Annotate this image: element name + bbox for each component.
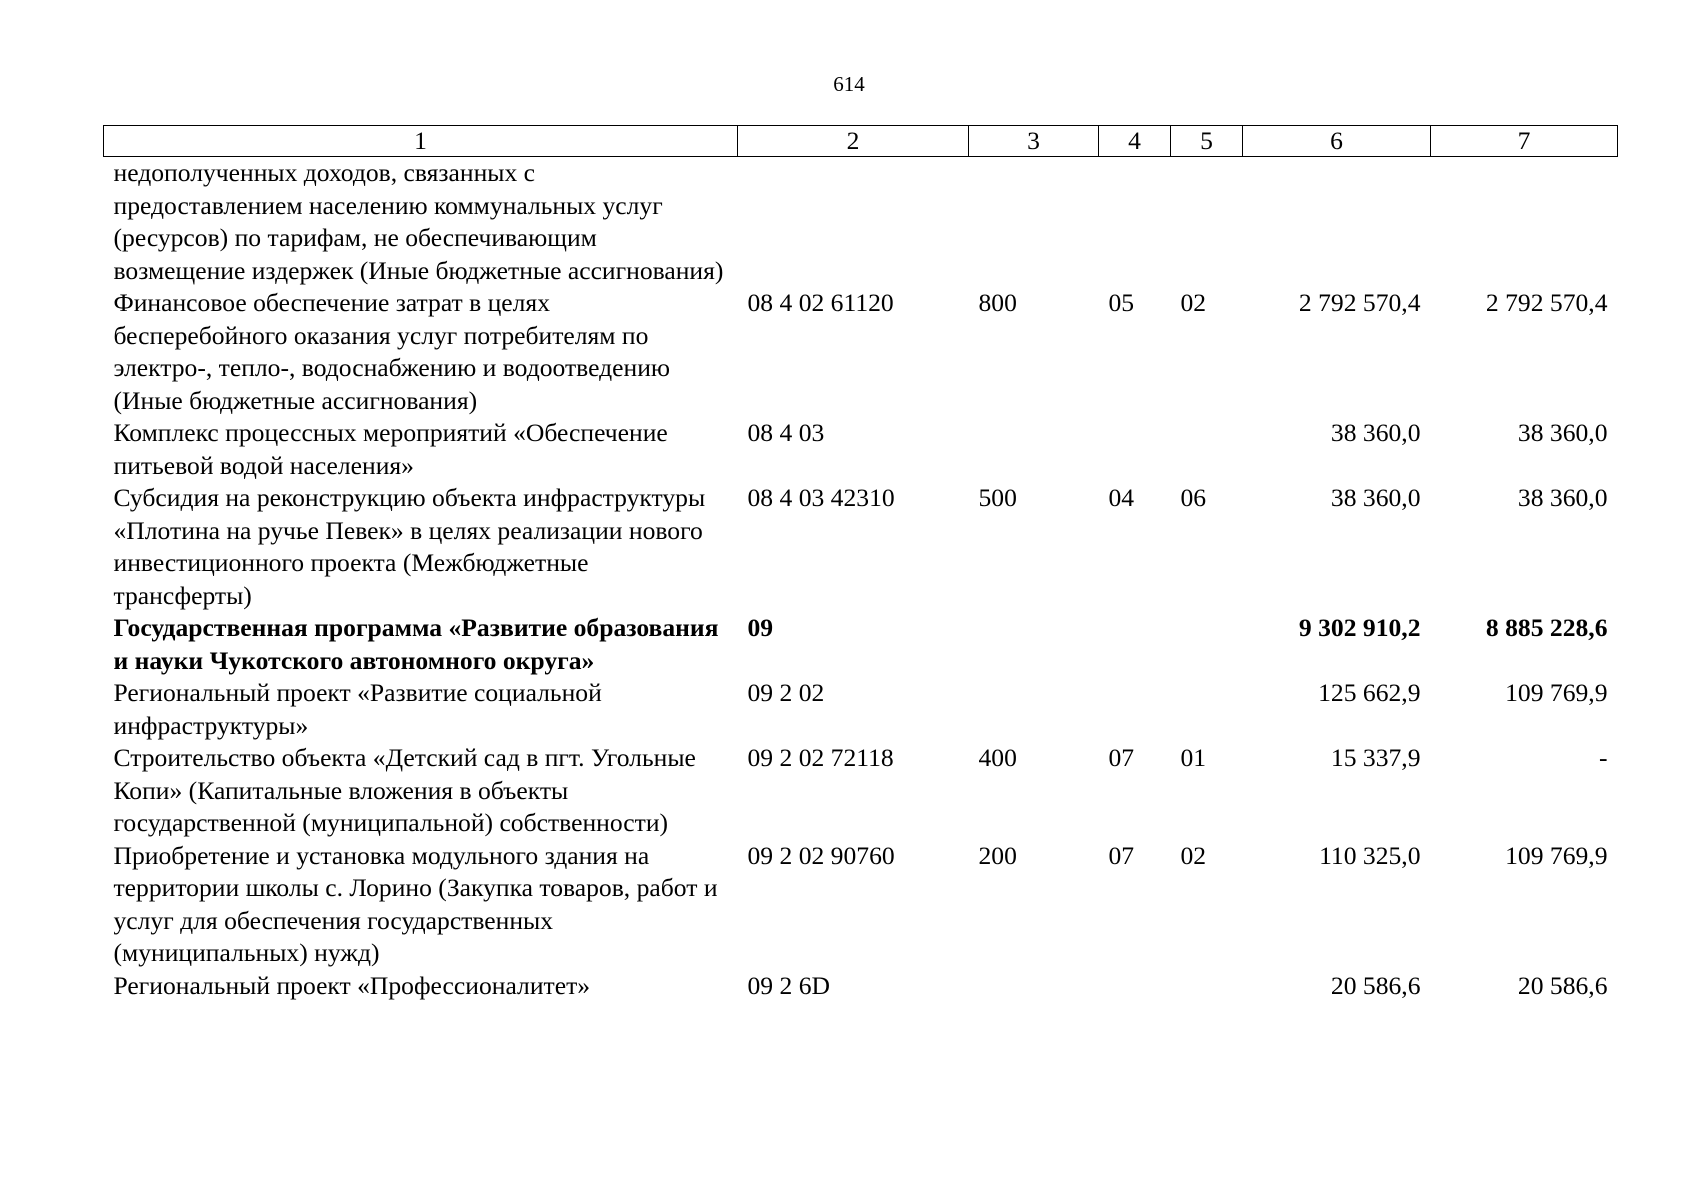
amount-col-7: 109 769,9 <box>1505 840 1608 870</box>
amount-col-6: 38 360,0 <box>1330 483 1421 512</box>
amount-col-6: 110 325,0 <box>1319 840 1421 870</box>
table-row <box>104 482 1618 612</box>
table-row <box>104 742 1618 840</box>
target-code: 09 <box>747 613 774 642</box>
amount-col-7: 38 360,0 <box>1517 483 1608 512</box>
item-name: Государственная программа «Развитие образования и науки Чукотского автономного округа» <box>113 613 719 675</box>
expense-type <box>969 157 1099 288</box>
subsection: 06 <box>1180 483 1207 512</box>
subsection <box>1171 157 1243 288</box>
column-header-7: 7 <box>1431 126 1618 157</box>
section <box>1099 677 1171 742</box>
amount-col-6: 15 337,9 <box>1330 743 1421 772</box>
expense-type <box>969 417 1099 482</box>
expense-type <box>969 970 1099 1003</box>
subsection <box>1171 677 1243 742</box>
item-name: Комплекс процессных мероприятий «Обеспечение питьевой водой населения» <box>113 418 668 480</box>
subsection <box>1171 417 1243 482</box>
target-code: 09 2 02 90760 <box>747 840 895 870</box>
column-header-3: 3 <box>969 126 1099 157</box>
target-code: 09 2 02 72118 <box>747 743 894 772</box>
page-number: 614 <box>833 72 865 96</box>
amount-col-6: 2 792 570,4 <box>1298 288 1421 317</box>
amount-col-7: 20 586,6 <box>1517 970 1608 1000</box>
amount-col-7 <box>1431 157 1618 288</box>
item-name: недополученных доходов, связанных с предоставлением населению коммунальных услуг (ресурсов) по тарифам, не обеспечивающим возмещение издержек (Иные бюджетные ассигнования) <box>113 158 724 285</box>
amount-col-7: 38 360,0 <box>1517 418 1608 447</box>
column-header-1: 1 <box>104 126 738 157</box>
table-row <box>104 287 1618 417</box>
section: 04 <box>1108 483 1135 512</box>
item-name: Региональный проект «Профессионалитет» <box>113 970 591 1000</box>
target-code: 08 4 03 42310 <box>747 483 895 512</box>
table-row <box>104 417 1618 482</box>
target-code: 08 4 02 61120 <box>747 288 894 317</box>
subsection <box>1171 612 1243 677</box>
expense-type: 200 <box>978 840 1017 870</box>
item-name: Строительство объекта «Детский сад в пгт. Угольные Копи» (Капитальные вложения в объекты государственной (муниципальной) собственности) <box>113 743 696 837</box>
section: 05 <box>1108 288 1135 317</box>
amount-col-6: 38 360,0 <box>1330 418 1421 447</box>
column-header-5: 5 <box>1171 126 1243 157</box>
table-row <box>104 840 1618 970</box>
subsection: 02 <box>1180 288 1207 317</box>
header-row <box>104 126 1618 157</box>
item-name: Субсидия на реконструкцию объекта инфраструктуры «Плотина на ручье Певек» в целях реализации нового инвестиционного проекта (Межбюджетные трансферты) <box>113 483 706 610</box>
expense-type: 400 <box>978 743 1017 772</box>
amount-col-7: 8 885 228,6 <box>1485 613 1608 642</box>
budget-table <box>103 125 1618 1002</box>
item-name: Региональный проект «Развитие социальной инфраструктуры» <box>113 678 602 740</box>
item-name: Приобретение и установка модульного здания на территории школы с. Лорино (Закупка товаров, работ и услуг для обеспечения государственных (муниципальных) нужд) <box>113 840 718 967</box>
table-row <box>104 157 1618 288</box>
expense-type: 800 <box>978 288 1017 317</box>
column-header-6: 6 <box>1243 126 1431 157</box>
subsection: 02 <box>1180 840 1207 870</box>
column-header-2: 2 <box>738 126 969 157</box>
amount-col-6: 9 302 910,2 <box>1298 613 1421 642</box>
section <box>1099 970 1171 1003</box>
section: 07 <box>1108 840 1135 870</box>
amount-col-6: 125 662,9 <box>1318 678 1421 707</box>
target-code: 08 4 03 <box>747 418 825 447</box>
expense-type: 500 <box>978 483 1017 512</box>
section <box>1099 157 1171 288</box>
item-name: Финансовое обеспечение затрат в целях бесперебойного оказания услуг потребителям по электро-, тепло-, водоснабжению и водоотведению (Иные бюджетные ассигнования) <box>113 288 671 415</box>
amount-col-6 <box>1243 157 1431 288</box>
table-row-program <box>104 612 1618 677</box>
table-row <box>104 677 1618 742</box>
table-body <box>104 157 1618 1003</box>
section <box>1099 417 1171 482</box>
amount-col-7: 109 769,9 <box>1505 678 1608 707</box>
subsection <box>1171 970 1243 1003</box>
column-header-4: 4 <box>1099 126 1171 157</box>
amount-col-7: - <box>1598 743 1608 772</box>
subsection: 01 <box>1180 743 1207 772</box>
expense-type <box>969 677 1099 742</box>
amount-col-6: 20 586,6 <box>1330 970 1421 1000</box>
table-row <box>104 970 1618 1003</box>
table-header <box>104 126 1618 157</box>
target-code <box>738 157 969 288</box>
target-code: 09 2 6D <box>747 970 830 1000</box>
amount-col-7: 2 792 570,4 <box>1485 288 1608 317</box>
target-code: 09 2 02 <box>747 678 825 707</box>
section <box>1099 612 1171 677</box>
section: 07 <box>1108 743 1135 772</box>
expense-type <box>969 612 1099 677</box>
